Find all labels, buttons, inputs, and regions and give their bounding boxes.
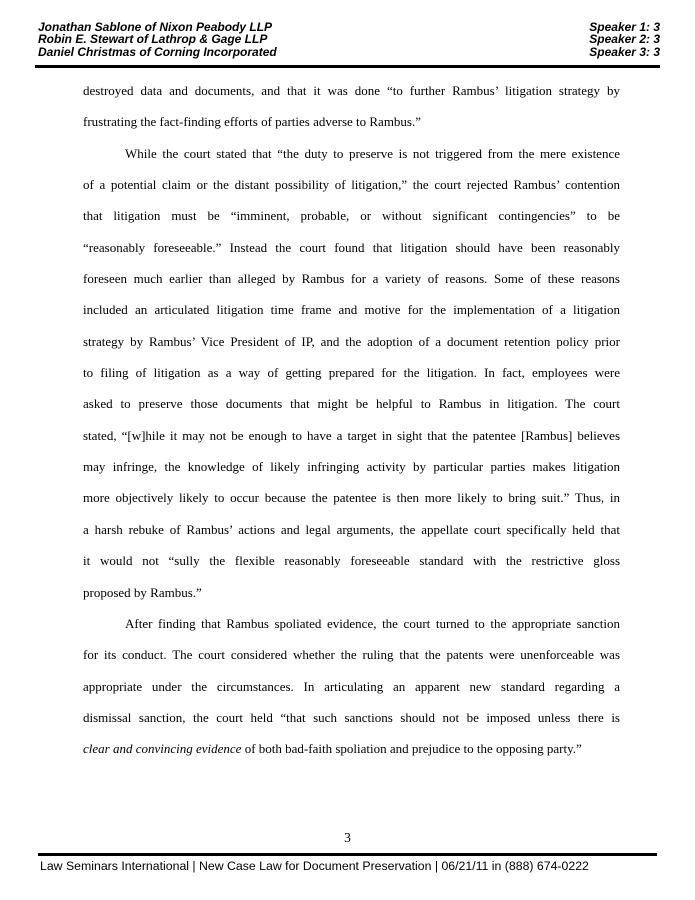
body-line: appropriate under the circumstances. In articulating an apparent new standard regarding a — [83, 678, 620, 694]
body-line: frustrating the fact-finding efforts of parties adverse to Rambus.” — [83, 114, 422, 130]
header-speakers — [589, 21, 660, 58]
body-line: After finding that Rambus spoliated evidence, the court turned to the appropriate sanction — [125, 615, 620, 631]
body-line: asked to preserve those documents that might be helpful to Rambus in litigation. The court — [83, 396, 620, 412]
body-line: “reasonably foreseeable.” Instead the court found that litigation should have been reasonably — [83, 239, 620, 255]
body-line: for its conduct. The court considered whether the ruling that the patents were unenforceable was — [83, 647, 620, 663]
presenter-name: Robin E. Stewart of Lathrop & Gage LLP — [38, 32, 268, 47]
body-line: strategy by Rambus’ Vice President of IP, and the adoption of a document retention policy prior — [83, 333, 620, 349]
presenter-name: Jonathan Sablone of Nixon Peabody LLP — [38, 20, 273, 34]
body-line: While the court stated that “the duty to preserve is not triggered from the mere existence — [125, 145, 620, 161]
body-line: destroyed data and documents, and that it was done “to further Rambus’ litigation strategy by — [83, 83, 620, 98]
document-body — [83, 75, 620, 765]
body-line: dismissal sanction, the court held “that such sanctions should not be imposed unless there is — [83, 709, 620, 725]
footer-text: Law Seminars International | New Case Law for Document Preservation | 06/21/11 in (888) 674-0222 — [40, 859, 589, 873]
body-line: to filing of litigation as a way of getting prepared for the litigation. In fact, employees were — [83, 365, 620, 381]
footer-rule — [38, 853, 657, 856]
body-line: stated, “[w]hile it may not be enough to have a target in sight that the patentee [Rambus] believes — [83, 427, 620, 443]
body-line: may infringe, the knowledge of likely infringing activity by particular parties makes litigation — [83, 459, 620, 475]
body-line: of a potential claim or the distant possibility of litigation,” the court rejected Rambus’ contention — [83, 177, 620, 193]
header-presenters — [38, 21, 277, 58]
document-header — [38, 21, 660, 58]
body-line: that litigation must be “imminent, probable, or without significant contingencies” to be — [83, 208, 620, 224]
body-line: it would not “sully the flexible reasonably foreseeable standard with the restrictive gloss — [83, 553, 620, 569]
body-line-text: of both bad-faith spoliation and prejudice to the opposing party.” — [241, 741, 582, 757]
presenter-name: Daniel Christmas of Corning Incorporated — [38, 44, 277, 59]
body-line: more objectively likely to occur because the patentee is then more likely to bring suit.” Thus, in — [83, 490, 620, 506]
body-line: a harsh rebuke of Rambus’ actions and legal arguments, the appellate court specifically held that — [83, 521, 620, 537]
body-line — [83, 733, 620, 764]
speaker-count: Speaker 2: 3 — [589, 32, 660, 47]
italic-phrase: clear and convincing evidence — [83, 741, 242, 757]
body-line: foreseen much earlier than alleged by Rambus for a variety of reasons. Some of these reasons — [83, 271, 620, 287]
speaker-count: Speaker 3: 3 — [589, 44, 660, 59]
header-rule — [35, 65, 660, 68]
speaker-count: Speaker 1: 3 — [589, 20, 660, 34]
body-line: proposed by Rambus.” — [83, 584, 202, 600]
page-number: 3 — [344, 830, 351, 845]
body-line: included an articulated litigation time frame and motive for the implementation of a litigation — [83, 302, 620, 318]
